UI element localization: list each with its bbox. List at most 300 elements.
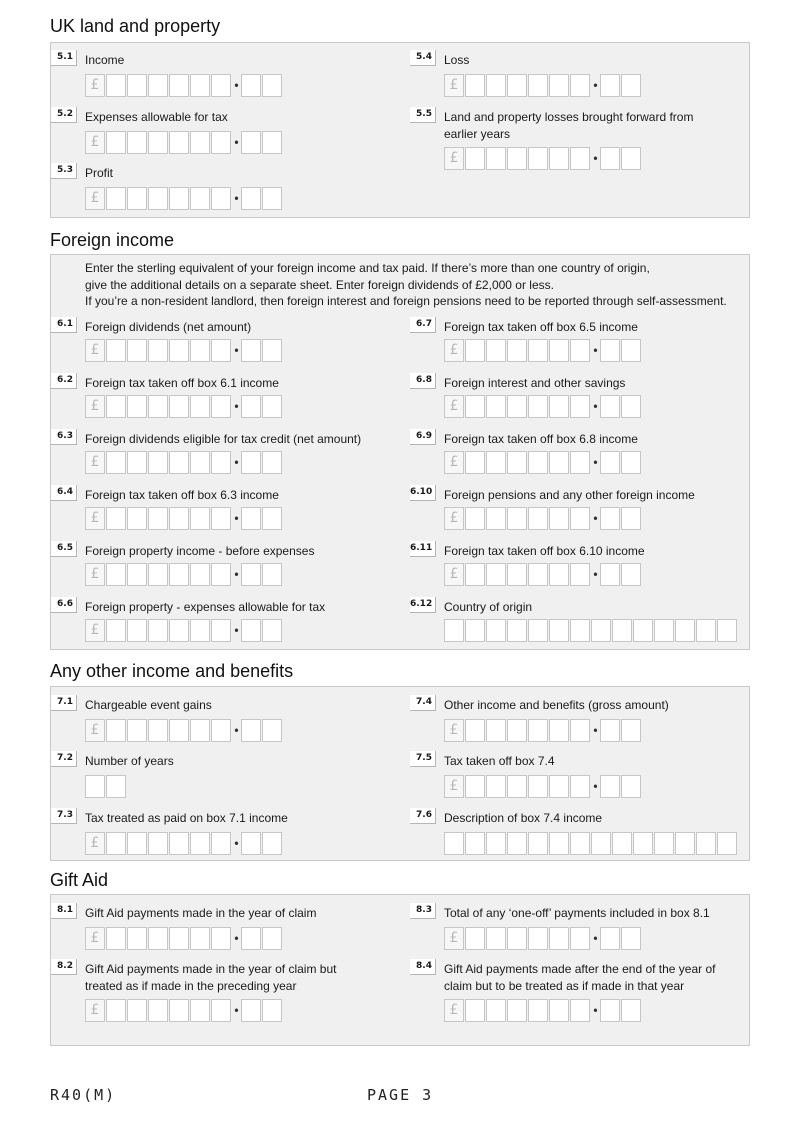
decimal-point: •	[593, 78, 598, 92]
pounds-digit-cell[interactable]	[127, 187, 147, 210]
pounds-digit-cell[interactable]	[190, 563, 210, 586]
pence-digit-cell[interactable]	[621, 775, 641, 798]
pounds-digit-cell[interactable]	[528, 74, 548, 97]
pence-digit-cell[interactable]	[241, 563, 261, 586]
pounds-digit-cell[interactable]	[190, 832, 210, 855]
pounds-digit-cell[interactable]	[549, 927, 569, 950]
pounds-digit-cell[interactable]	[570, 507, 590, 530]
pounds-digit-cell[interactable]	[127, 74, 147, 97]
character-cell[interactable]	[444, 832, 464, 855]
character-cell[interactable]	[507, 619, 527, 642]
pounds-digit-cell[interactable]	[106, 999, 126, 1022]
pounds-digit-cell[interactable]	[211, 74, 231, 97]
pounds-digit-cell[interactable]	[106, 131, 126, 154]
amount-input[interactable]	[85, 927, 283, 950]
pounds-digit-cell[interactable]	[486, 927, 506, 950]
character-cell[interactable]	[696, 619, 716, 642]
pounds-digit-cell[interactable]	[127, 507, 147, 530]
pence-digit-cell[interactable]	[600, 147, 620, 170]
pounds-digit-cell[interactable]	[528, 775, 548, 798]
field-label: Chargeable event gains	[85, 698, 212, 712]
pounds-digit-cell[interactable]	[465, 927, 485, 950]
decimal-point: •	[234, 343, 239, 357]
pence-digit-cell[interactable]	[621, 563, 641, 586]
pence-digit-cell[interactable]	[621, 147, 641, 170]
pounds-digit-cell[interactable]	[507, 507, 527, 530]
pounds-digit-cell[interactable]	[127, 927, 147, 950]
character-cell[interactable]	[444, 619, 464, 642]
pounds-digit-cell[interactable]	[148, 451, 168, 474]
pounds-digit-cell[interactable]	[127, 619, 147, 642]
pounds-digit-cell[interactable]	[465, 147, 485, 170]
pound-sign-cell: £	[444, 507, 464, 530]
pounds-digit-cell[interactable]	[169, 187, 189, 210]
pounds-digit-cell[interactable]	[169, 507, 189, 530]
pence-digit-cell[interactable]	[600, 339, 620, 362]
pence-digit-cell[interactable]	[600, 395, 620, 418]
amount-input[interactable]	[444, 74, 642, 97]
pence-digit-cell[interactable]	[262, 999, 282, 1022]
pounds-digit-cell[interactable]	[169, 74, 189, 97]
pounds-digit-cell[interactable]	[211, 339, 231, 362]
pence-digit-cell[interactable]	[262, 719, 282, 742]
pounds-digit-cell[interactable]	[465, 999, 485, 1022]
pence-digit-cell[interactable]	[241, 339, 261, 362]
pounds-digit-cell[interactable]	[106, 74, 126, 97]
pounds-digit-cell[interactable]	[486, 147, 506, 170]
box-number: 5.5	[410, 107, 436, 123]
pounds-digit-cell[interactable]	[465, 719, 485, 742]
pounds-digit-cell[interactable]	[148, 74, 168, 97]
pounds-digit-cell[interactable]	[169, 832, 189, 855]
pence-digit-cell[interactable]	[241, 927, 261, 950]
character-cell[interactable]	[633, 619, 653, 642]
pounds-digit-cell[interactable]	[106, 927, 126, 950]
pence-digit-cell[interactable]	[241, 395, 261, 418]
amount-input[interactable]	[85, 187, 283, 210]
pence-digit-cell[interactable]	[241, 999, 261, 1022]
pounds-digit-cell[interactable]	[127, 563, 147, 586]
field-label: Foreign property - expenses allowable for tax	[85, 600, 326, 614]
pounds-digit-cell[interactable]	[211, 832, 231, 855]
amount-input[interactable]	[444, 719, 642, 742]
character-cell[interactable]	[549, 832, 569, 855]
pounds-digit-cell[interactable]	[211, 563, 231, 586]
amount-input[interactable]	[85, 339, 283, 362]
pounds-digit-cell[interactable]	[169, 719, 189, 742]
character-cell[interactable]	[570, 832, 590, 855]
pounds-digit-cell[interactable]	[106, 619, 126, 642]
pounds-digit-cell[interactable]	[570, 451, 590, 474]
pounds-digit-cell[interactable]	[528, 563, 548, 586]
pounds-digit-cell[interactable]	[211, 451, 231, 474]
pounds-digit-cell[interactable]	[211, 131, 231, 154]
pounds-digit-cell[interactable]	[190, 719, 210, 742]
box-number: 7.2	[51, 751, 77, 767]
pounds-digit-cell[interactable]	[528, 451, 548, 474]
pounds-digit-cell[interactable]	[570, 719, 590, 742]
pounds-digit-cell[interactable]	[127, 999, 147, 1022]
box-number: 7.6	[410, 808, 436, 824]
pence-digit-cell[interactable]	[621, 927, 641, 950]
character-cell[interactable]	[570, 619, 590, 642]
pounds-digit-cell[interactable]	[127, 339, 147, 362]
character-cell[interactable]	[528, 619, 548, 642]
pounds-digit-cell[interactable]	[528, 507, 548, 530]
pence-digit-cell[interactable]	[241, 619, 261, 642]
pound-sign-cell: £	[444, 451, 464, 474]
foreign-intro	[85, 260, 745, 310]
character-cell[interactable]	[633, 832, 653, 855]
pounds-digit-cell[interactable]	[211, 927, 231, 950]
pounds-digit-cell[interactable]	[169, 999, 189, 1022]
description-input[interactable]	[444, 832, 738, 855]
pence-digit-cell[interactable]	[600, 74, 620, 97]
pounds-digit-cell[interactable]	[549, 74, 569, 97]
pounds-digit-cell[interactable]	[211, 507, 231, 530]
pounds-digit-cell[interactable]	[549, 395, 569, 418]
pounds-digit-cell[interactable]	[570, 775, 590, 798]
pounds-digit-cell[interactable]	[486, 999, 506, 1022]
character-cell[interactable]	[696, 832, 716, 855]
box-number: 7.4	[410, 695, 436, 711]
pence-digit-cell[interactable]	[600, 719, 620, 742]
pounds-digit-cell[interactable]	[528, 927, 548, 950]
character-cell[interactable]	[612, 832, 632, 855]
pounds-digit-cell[interactable]	[507, 339, 527, 362]
pounds-digit-cell[interactable]	[465, 563, 485, 586]
character-cell[interactable]	[465, 832, 485, 855]
decimal-point: •	[593, 1003, 598, 1017]
amount-input[interactable]	[444, 999, 642, 1022]
pounds-digit-cell[interactable]	[127, 451, 147, 474]
pounds-digit-cell[interactable]	[211, 187, 231, 210]
pence-digit-cell[interactable]	[262, 619, 282, 642]
pounds-digit-cell[interactable]	[486, 775, 506, 798]
pounds-digit-cell[interactable]	[127, 395, 147, 418]
character-cell[interactable]	[85, 775, 105, 798]
box-number: 8.2	[51, 959, 77, 975]
pounds-digit-cell[interactable]	[570, 339, 590, 362]
pounds-digit-cell[interactable]	[148, 927, 168, 950]
pounds-digit-cell[interactable]	[570, 999, 590, 1022]
pounds-digit-cell[interactable]	[465, 451, 485, 474]
intro-line: Enter the sterling equivalent of your foreign income and tax paid. If there’s more than one country of origin,	[85, 261, 650, 275]
amount-input[interactable]	[444, 395, 642, 418]
character-cell[interactable]	[486, 832, 506, 855]
amount-input[interactable]	[444, 147, 642, 170]
pound-sign-cell: £	[444, 775, 464, 798]
pence-digit-cell[interactable]	[262, 451, 282, 474]
pence-digit-cell[interactable]	[241, 832, 261, 855]
field-label: Country of origin	[444, 600, 533, 614]
field-label: Number of years	[85, 754, 174, 768]
pounds-digit-cell[interactable]	[465, 395, 485, 418]
field-label: Income	[85, 53, 125, 67]
pounds-digit-cell[interactable]	[507, 719, 527, 742]
pounds-digit-cell[interactable]	[507, 999, 527, 1022]
pounds-digit-cell[interactable]	[507, 775, 527, 798]
pounds-digit-cell[interactable]	[148, 563, 168, 586]
amount-input[interactable]	[444, 507, 642, 530]
pounds-digit-cell[interactable]	[486, 395, 506, 418]
pounds-digit-cell[interactable]	[169, 131, 189, 154]
character-cell[interactable]	[549, 619, 569, 642]
pounds-digit-cell[interactable]	[190, 507, 210, 530]
amount-input[interactable]	[444, 563, 642, 586]
pence-digit-cell[interactable]	[262, 507, 282, 530]
pounds-digit-cell[interactable]	[465, 775, 485, 798]
character-cell[interactable]	[717, 619, 737, 642]
pounds-digit-cell[interactable]	[148, 339, 168, 362]
pence-digit-cell[interactable]	[600, 999, 620, 1022]
pounds-digit-cell[interactable]	[169, 339, 189, 362]
pounds-digit-cell[interactable]	[106, 832, 126, 855]
pence-digit-cell[interactable]	[262, 339, 282, 362]
amount-input[interactable]	[85, 563, 283, 586]
pounds-digit-cell[interactable]	[528, 339, 548, 362]
amount-input[interactable]	[85, 619, 283, 642]
pence-digit-cell[interactable]	[621, 451, 641, 474]
character-cell[interactable]	[612, 619, 632, 642]
pound-sign-cell: £	[85, 131, 105, 154]
pounds-digit-cell[interactable]	[148, 395, 168, 418]
pence-digit-cell[interactable]	[262, 74, 282, 97]
decimal-point: •	[593, 723, 598, 737]
pounds-digit-cell[interactable]	[549, 719, 569, 742]
pounds-digit-cell[interactable]	[106, 507, 126, 530]
pounds-digit-cell[interactable]	[570, 927, 590, 950]
pounds-digit-cell[interactable]	[507, 451, 527, 474]
amount-input[interactable]	[444, 927, 642, 950]
pounds-digit-cell[interactable]	[486, 74, 506, 97]
pounds-digit-cell[interactable]	[507, 563, 527, 586]
pounds-digit-cell[interactable]	[106, 395, 126, 418]
pounds-digit-cell[interactable]	[507, 147, 527, 170]
pounds-digit-cell[interactable]	[169, 563, 189, 586]
pence-digit-cell[interactable]	[241, 187, 261, 210]
amount-input[interactable]	[85, 507, 283, 530]
pounds-digit-cell[interactable]	[549, 339, 569, 362]
pounds-digit-cell[interactable]	[549, 563, 569, 586]
pence-digit-cell[interactable]	[621, 507, 641, 530]
pounds-digit-cell[interactable]	[190, 999, 210, 1022]
pence-digit-cell[interactable]	[241, 74, 261, 97]
amount-input[interactable]	[85, 131, 283, 154]
amount-input[interactable]	[85, 451, 283, 474]
pounds-digit-cell[interactable]	[190, 339, 210, 362]
pounds-digit-cell[interactable]	[570, 563, 590, 586]
pence-digit-cell[interactable]	[262, 563, 282, 586]
pound-sign-cell: £	[85, 999, 105, 1022]
decimal-point: •	[234, 191, 239, 205]
pounds-digit-cell[interactable]	[190, 451, 210, 474]
pounds-digit-cell[interactable]	[148, 619, 168, 642]
pence-digit-cell[interactable]	[262, 131, 282, 154]
pence-digit-cell[interactable]	[241, 131, 261, 154]
pounds-digit-cell[interactable]	[528, 395, 548, 418]
pence-digit-cell[interactable]	[600, 507, 620, 530]
pence-digit-cell[interactable]	[621, 74, 641, 97]
field-label: Foreign interest and other savings	[444, 376, 626, 390]
pounds-digit-cell[interactable]	[127, 832, 147, 855]
field-label: Gift Aid payments made in the year of claim	[85, 906, 317, 920]
pence-digit-cell[interactable]	[241, 719, 261, 742]
pounds-digit-cell[interactable]	[549, 999, 569, 1022]
box-number: 6.7	[410, 317, 436, 333]
pounds-digit-cell[interactable]	[549, 507, 569, 530]
amount-input[interactable]	[444, 339, 642, 362]
pounds-digit-cell[interactable]	[127, 131, 147, 154]
box-number: 6.9	[410, 429, 436, 445]
pounds-digit-cell[interactable]	[570, 395, 590, 418]
box-number: 6.8	[410, 373, 436, 389]
pounds-digit-cell[interactable]	[528, 147, 548, 170]
pounds-digit-cell[interactable]	[507, 927, 527, 950]
decimal-point: •	[234, 78, 239, 92]
character-cell[interactable]	[486, 619, 506, 642]
pounds-digit-cell[interactable]	[549, 775, 569, 798]
character-cell[interactable]	[106, 775, 126, 798]
pence-digit-cell[interactable]	[262, 187, 282, 210]
pounds-digit-cell[interactable]	[190, 187, 210, 210]
years-input[interactable]	[85, 775, 127, 798]
pounds-digit-cell[interactable]	[570, 74, 590, 97]
pound-sign-cell: £	[444, 927, 464, 950]
box-number: 5.4	[410, 50, 436, 66]
pence-digit-cell[interactable]	[621, 999, 641, 1022]
pence-digit-cell[interactable]	[241, 451, 261, 474]
pounds-digit-cell[interactable]	[570, 147, 590, 170]
box-number: 6.5	[51, 541, 77, 557]
pounds-digit-cell[interactable]	[148, 507, 168, 530]
pounds-digit-cell[interactable]	[211, 395, 231, 418]
pounds-digit-cell[interactable]	[486, 451, 506, 474]
pence-digit-cell[interactable]	[600, 775, 620, 798]
pounds-digit-cell[interactable]	[486, 719, 506, 742]
pounds-digit-cell[interactable]	[106, 451, 126, 474]
pounds-digit-cell[interactable]	[190, 619, 210, 642]
decimal-point: •	[234, 723, 239, 737]
pence-digit-cell[interactable]	[621, 395, 641, 418]
pence-digit-cell[interactable]	[600, 451, 620, 474]
character-cell[interactable]	[654, 619, 674, 642]
pounds-digit-cell[interactable]	[190, 395, 210, 418]
amount-input[interactable]	[85, 832, 283, 855]
amount-input[interactable]	[85, 395, 283, 418]
pence-digit-cell[interactable]	[621, 719, 641, 742]
amount-input[interactable]	[444, 775, 642, 798]
pence-digit-cell[interactable]	[262, 927, 282, 950]
pounds-digit-cell[interactable]	[169, 619, 189, 642]
pence-digit-cell[interactable]	[600, 563, 620, 586]
box-number: 7.1	[51, 695, 77, 711]
character-cell[interactable]	[591, 619, 611, 642]
panel-foreign	[50, 254, 750, 650]
pence-digit-cell[interactable]	[241, 507, 261, 530]
pounds-digit-cell[interactable]	[486, 339, 506, 362]
decimal-point: •	[593, 511, 598, 525]
pounds-digit-cell[interactable]	[148, 131, 168, 154]
pound-sign-cell: £	[85, 74, 105, 97]
pounds-digit-cell[interactable]	[211, 719, 231, 742]
pence-digit-cell[interactable]	[621, 339, 641, 362]
pounds-digit-cell[interactable]	[148, 187, 168, 210]
character-cell[interactable]	[591, 832, 611, 855]
pounds-digit-cell[interactable]	[169, 395, 189, 418]
decimal-point: •	[593, 455, 598, 469]
pounds-digit-cell[interactable]	[169, 451, 189, 474]
pence-digit-cell[interactable]	[262, 832, 282, 855]
pounds-digit-cell[interactable]	[549, 147, 569, 170]
field-label: Description of box 7.4 income	[444, 811, 603, 825]
pounds-digit-cell[interactable]	[507, 395, 527, 418]
pounds-digit-cell[interactable]	[486, 563, 506, 586]
box-number: 6.3	[51, 429, 77, 445]
pounds-digit-cell[interactable]	[465, 339, 485, 362]
pounds-digit-cell[interactable]	[549, 451, 569, 474]
field-label: Foreign tax taken off box 6.3 income	[85, 488, 279, 502]
character-cell[interactable]	[675, 832, 695, 855]
pounds-digit-cell[interactable]	[148, 999, 168, 1022]
pounds-digit-cell[interactable]	[486, 507, 506, 530]
pounds-digit-cell[interactable]	[190, 74, 210, 97]
character-cell[interactable]	[507, 832, 527, 855]
pounds-digit-cell[interactable]	[465, 507, 485, 530]
pounds-digit-cell[interactable]	[127, 719, 147, 742]
section-title-other: Any other income and benefits	[50, 661, 294, 681]
pounds-digit-cell[interactable]	[211, 619, 231, 642]
character-cell[interactable]	[465, 619, 485, 642]
pounds-digit-cell[interactable]	[190, 927, 210, 950]
pounds-digit-cell[interactable]	[528, 719, 548, 742]
pounds-digit-cell[interactable]	[465, 74, 485, 97]
page-number: PAGE 3	[367, 1086, 434, 1104]
pounds-digit-cell[interactable]	[169, 927, 189, 950]
pounds-digit-cell[interactable]	[106, 187, 126, 210]
pounds-digit-cell[interactable]	[528, 999, 548, 1022]
field-label: Land and property losses brought forward from earlier years	[444, 110, 694, 141]
pounds-digit-cell[interactable]	[106, 719, 126, 742]
amount-input[interactable]	[85, 719, 283, 742]
amount-input[interactable]	[85, 999, 283, 1022]
pounds-digit-cell[interactable]	[148, 832, 168, 855]
pence-digit-cell[interactable]	[262, 395, 282, 418]
box-number: 7.3	[51, 808, 77, 824]
amount-input[interactable]	[444, 451, 642, 474]
section-title-foreign: Foreign income	[50, 230, 175, 250]
pounds-digit-cell[interactable]	[148, 719, 168, 742]
box-number: 8.3	[410, 903, 436, 919]
pounds-digit-cell[interactable]	[211, 999, 231, 1022]
pence-digit-cell[interactable]	[600, 927, 620, 950]
country-input[interactable]	[444, 619, 738, 642]
character-cell[interactable]	[528, 832, 548, 855]
character-cell[interactable]	[654, 832, 674, 855]
amount-input[interactable]	[85, 74, 283, 97]
pounds-digit-cell[interactable]	[507, 74, 527, 97]
decimal-point: •	[593, 151, 598, 165]
character-cell[interactable]	[717, 832, 737, 855]
character-cell[interactable]	[675, 619, 695, 642]
field-label: Loss	[444, 53, 470, 67]
pounds-digit-cell[interactable]	[106, 563, 126, 586]
pounds-digit-cell[interactable]	[190, 131, 210, 154]
field-label: Foreign pensions and any other foreign income	[444, 488, 695, 502]
decimal-point: •	[234, 931, 239, 945]
decimal-point: •	[234, 399, 239, 413]
pounds-digit-cell[interactable]	[106, 339, 126, 362]
